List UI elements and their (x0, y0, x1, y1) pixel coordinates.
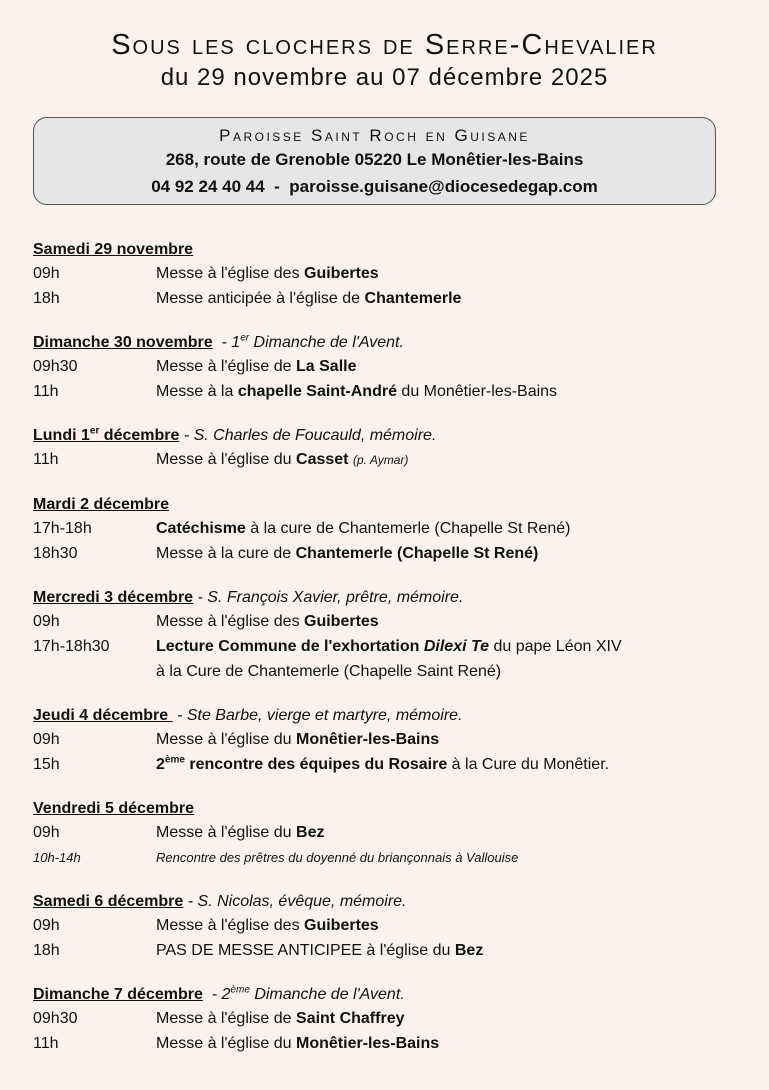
parish-address: 268, route de Grenoble 05220 Le Monêtier-les-Bains (165, 150, 584, 169)
schedule-row (33, 261, 733, 286)
liturgical-note: - Ste Barbe, vierge et martyre, mémoire. (172, 707, 463, 724)
event-time: 09h (33, 613, 60, 630)
event-location: Bez (454, 942, 484, 959)
event-location: Monêtier-les-Bains (296, 1035, 440, 1052)
day-block (33, 239, 733, 311)
day-block (33, 425, 733, 473)
event-description: Messe à la cure de Chantemerle (Chapelle St René) (156, 545, 539, 562)
liturgical-note: - S. François Xavier, prêtre, mémoire. (193, 589, 464, 606)
event-time: 09h (33, 731, 60, 748)
event-time: 09h (33, 265, 60, 282)
parish-email[interactable]: paroisse.guisane@diocesedegap.com (289, 177, 598, 196)
day-heading (33, 425, 733, 447)
schedule-list (33, 239, 733, 1077)
event-description: Messe à l'église du Casset (p. Aymar) (156, 451, 409, 468)
event-time: 15h (33, 756, 60, 773)
day-name: Samedi 6 décembre (33, 893, 184, 910)
day-heading (33, 984, 733, 1006)
page-subtitle: du 29 novembre au 07 décembre 2025 (160, 64, 609, 91)
event-description: 2ème rencontre des équipes du Rosaire à la Cure du Monêtier. (156, 754, 610, 773)
day-block (33, 494, 733, 566)
schedule-row (33, 727, 733, 752)
schedule-row (33, 516, 733, 541)
event-time: 18h (33, 942, 60, 959)
event-time: 18h30 (33, 545, 78, 562)
schedule-row (33, 1006, 733, 1031)
schedule-row (33, 752, 733, 777)
event-time: 09h30 (33, 358, 78, 375)
event-time: 17h-18h (33, 520, 92, 537)
liturgical-note: - 1er Dimanche de l'Avent. (212, 332, 404, 351)
event-location: Guibertes (304, 265, 379, 282)
day-name: Lundi 1er décembre (33, 425, 180, 444)
day-heading (33, 705, 733, 727)
day-block (33, 587, 733, 684)
event-description: Messe à l'église des Guibertes (156, 613, 379, 630)
schedule-row (33, 845, 733, 870)
liturgical-note: - S. Charles de Foucauld, mémoire. (179, 427, 437, 444)
parish-info-box (33, 117, 716, 205)
event-time: 09h30 (33, 1010, 78, 1027)
day-block (33, 332, 733, 404)
event-location: La Salle (296, 358, 357, 375)
parish-contact (34, 173, 715, 200)
celebrant-note: (p. Aymar) (352, 453, 409, 467)
page-title: Sous les clochers de Serre-Chevalier (111, 29, 658, 61)
event-location: Saint Chaffrey (296, 1010, 405, 1027)
day-block (33, 891, 733, 963)
schedule-row (33, 541, 733, 566)
day-heading (33, 798, 733, 820)
event-description: Messe à l'église du Monêtier-les-Bains (156, 731, 440, 748)
event-time: 11h (33, 451, 59, 468)
event-description: Catéchisme à la cure de Chantemerle (Chapelle St René) (156, 520, 571, 537)
day-heading (33, 239, 733, 261)
event-time: 10h-14h (33, 850, 81, 865)
event-time: 18h (33, 290, 60, 307)
event-location: Bez (296, 824, 325, 841)
event-description: Messe à la chapelle Saint-André du Monêtier-les-Bains (156, 383, 558, 400)
event-description: Rencontre des prêtres du doyenné du briançonnais à Vallouise (156, 850, 519, 865)
day-block (33, 798, 733, 870)
event-description: Lecture Commune de l'exhortation Dilexi Te du pape Léon XIV (156, 638, 622, 655)
day-heading (33, 494, 733, 516)
day-name: Mardi 2 décembre (33, 496, 170, 513)
event-location: Chantemerle (364, 290, 462, 307)
event-time: 09h (33, 917, 60, 934)
day-name: Dimanche 30 novembre (33, 334, 213, 351)
day-name: Samedi 29 novembre (33, 241, 194, 258)
schedule-row (33, 938, 733, 963)
day-name: Mercredi 3 décembre (33, 589, 194, 606)
day-heading (33, 587, 733, 609)
event-location: chapelle Saint-André (237, 383, 397, 400)
contact-separator: - (274, 177, 280, 196)
day-name: Dimanche 7 décembre (33, 986, 203, 1003)
event-description: Messe anticipée à l'église de Chantemerle (156, 290, 462, 307)
event-time: 11h (33, 1035, 59, 1052)
schedule-row (33, 354, 733, 379)
event-time: 09h (33, 824, 60, 841)
day-heading (33, 332, 733, 354)
day-name: Vendredi 5 décembre (33, 800, 194, 817)
event-location: Monêtier-les-Bains (296, 731, 440, 748)
parish-name: Paroisse Saint Roch en Guisane (219, 126, 530, 145)
day-block (33, 984, 733, 1056)
event-time: 11h (33, 383, 59, 400)
event-location: Casset (296, 451, 349, 468)
parish-phone: 04 92 24 40 44 (151, 177, 265, 196)
event-continuation: à la Cure de Chantemerle (Chapelle Saint René) (156, 663, 502, 680)
schedule-row (33, 609, 733, 634)
liturgical-note: - 2ème Dimanche de l'Avent. (202, 984, 405, 1003)
event-description: Messe à l'église du Bez (156, 824, 325, 841)
liturgical-note: - S. Nicolas, évêque, mémoire. (183, 893, 407, 910)
day-name: Jeudi 4 décembre (33, 707, 173, 724)
event-location: Guibertes (304, 917, 379, 934)
schedule-row (33, 634, 733, 659)
day-block (33, 705, 733, 777)
event-description: Messe à l'église de Saint Chaffrey (156, 1010, 405, 1027)
event-description: PAS DE MESSE ANTICIPEE à l'église du Bez (156, 942, 484, 959)
schedule-row (33, 286, 733, 311)
schedule-row (33, 379, 733, 404)
event-description: Messe à l'église du Monêtier-les-Bains (156, 1035, 440, 1052)
day-heading (33, 891, 733, 913)
event-description: Messe à l'église des Guibertes (156, 917, 379, 934)
event-time: 17h-18h30 (33, 638, 110, 655)
schedule-row (33, 1031, 733, 1056)
event-description: Messe à l'église des Guibertes (156, 265, 379, 282)
schedule-row (33, 913, 733, 938)
event-description: Messe à l'église de La Salle (156, 358, 357, 375)
event-location: Guibertes (304, 613, 379, 630)
event-location: Chantemerle (Chapelle St René) (295, 545, 539, 562)
schedule-row (33, 447, 733, 473)
schedule-row (33, 820, 733, 845)
